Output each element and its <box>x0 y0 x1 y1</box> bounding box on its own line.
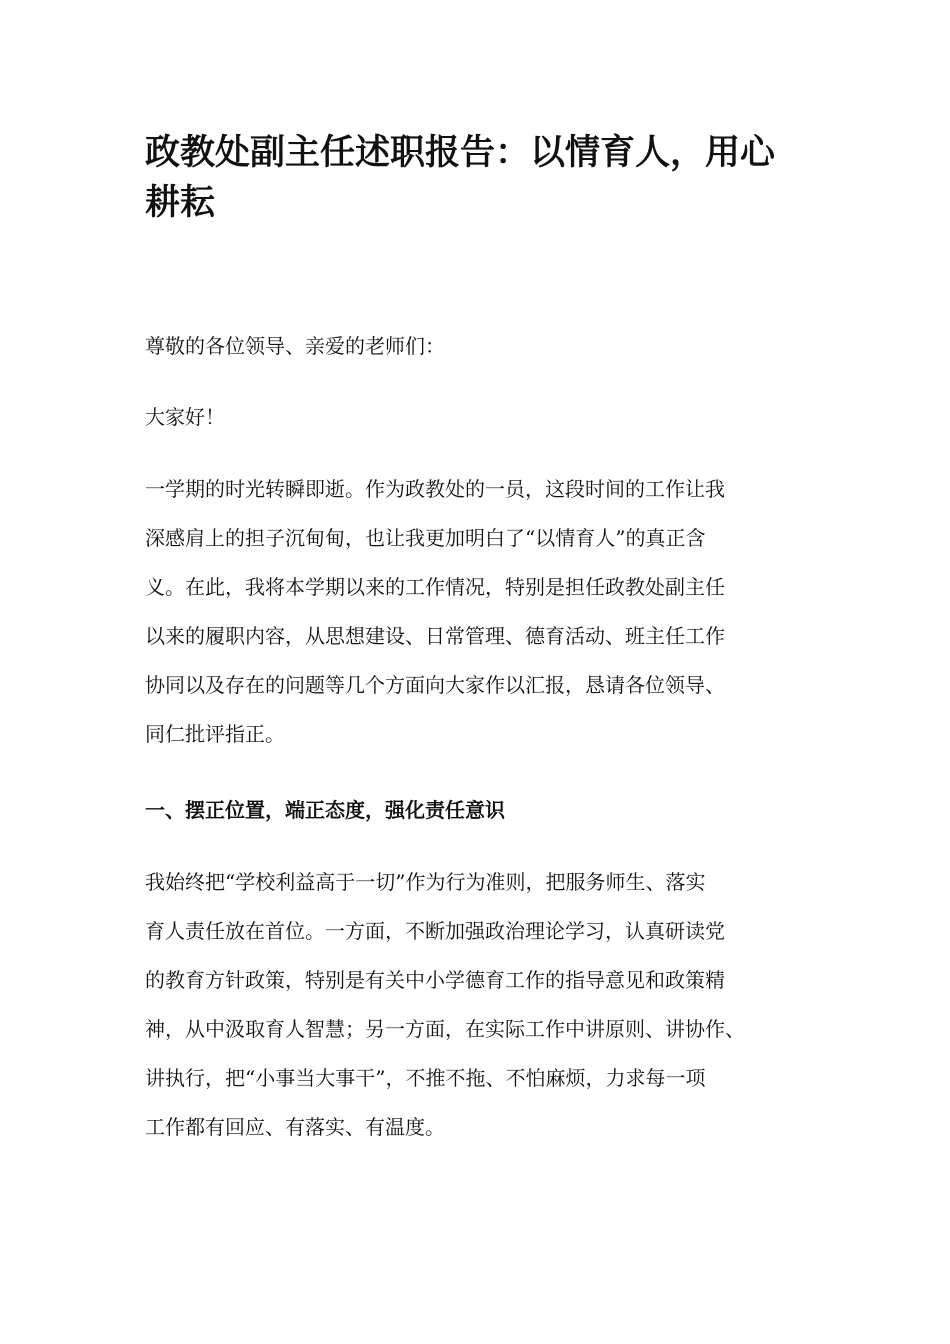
paragraph-line: 义。在此，我将本学期以来的工作情况，特别是担任政教处副主任 <box>145 575 725 599</box>
title-line: 耕耘 <box>145 183 216 223</box>
paragraph-line: 深感肩上的担子沉甸甸，也让我更加明白了“以情育人”的真正含 <box>145 526 706 550</box>
paragraph-line: 的教育方针政策，特别是有关中小学德育工作的指导意见和政策精 <box>145 968 725 992</box>
paragraph-line: 以来的履职内容，从思想建设、日常管理、德育活动、班主任工作 <box>145 624 725 648</box>
paragraph-line: 我始终把“学校利益高于一切”作为行为准则，把服务师生、落实 <box>145 870 706 894</box>
salutation <box>145 322 845 371</box>
paragraph-line: 一学期的时光转瞬即逝。作为政教处的一员，这段时间的工作让我 <box>145 477 725 501</box>
document-title <box>145 128 825 228</box>
intro-paragraph <box>145 465 845 759</box>
greeting-text: 大家好！ <box>145 405 225 429</box>
greeting <box>145 393 845 442</box>
paragraph-line: 讲执行，把“小事当大事干”，不推不拖、不怕麻烦，力求每一项 <box>145 1066 706 1090</box>
paragraph-line: 神，从中汲取育人智慧；另一方面，在实际工作中讲原则、讲协作、 <box>145 1017 745 1041</box>
section1-paragraph <box>145 858 845 1152</box>
paragraph-line: 协同以及存在的问题等几个方面向大家作以汇报，恳请各位领导、 <box>145 673 725 697</box>
paragraph-line: 同仁批评指正。 <box>145 722 285 746</box>
salutation-text: 尊敬的各位领导、亲爱的老师们： <box>145 334 445 358</box>
paragraph-line: 育人责任放在首位。一方面，不断加强政治理论学习，认真研读党 <box>145 919 725 943</box>
section-heading: 一、摆正位置，端正态度，强化责任意识 <box>145 798 505 822</box>
paragraph-line: 工作都有回应、有落实、有温度。 <box>145 1115 445 1139</box>
title-line: 政教处副主任述职报告：以情育人，用心 <box>145 133 776 173</box>
